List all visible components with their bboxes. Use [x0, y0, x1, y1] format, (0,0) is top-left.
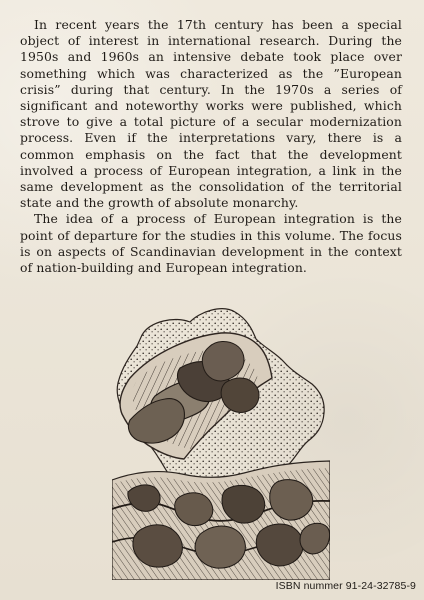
paragraph-1: In recent years the 17th century has been a special object of interest in international research. During the 1950s and 1960s an intensive debate took place over something which was characterized as the ”European crisis” during that century. In the 1970s a series of significant and noteworthy works were published, which strove to give a total picture of a secular modernization process. Even if the interpretations vary, there is a common emphasis on the fact that the development involved a process of European integration, a link in the same development as the consolidation of the territorial state and the growth of absolute monarchy.	[20, 17, 402, 211]
illustration-svg	[112, 304, 330, 580]
lower-engraving	[112, 461, 330, 580]
isbn-label: ISBN nummer 91-24-32785-9	[275, 580, 416, 592]
description-text	[20, 17, 402, 276]
paragraph-2: The idea of a process of European integration is the point of departure for the studies in this volume. The focus is on aspects of Scandinavian development in the context of nation-building and European integration.	[20, 211, 402, 276]
cover-illustration	[112, 304, 330, 580]
